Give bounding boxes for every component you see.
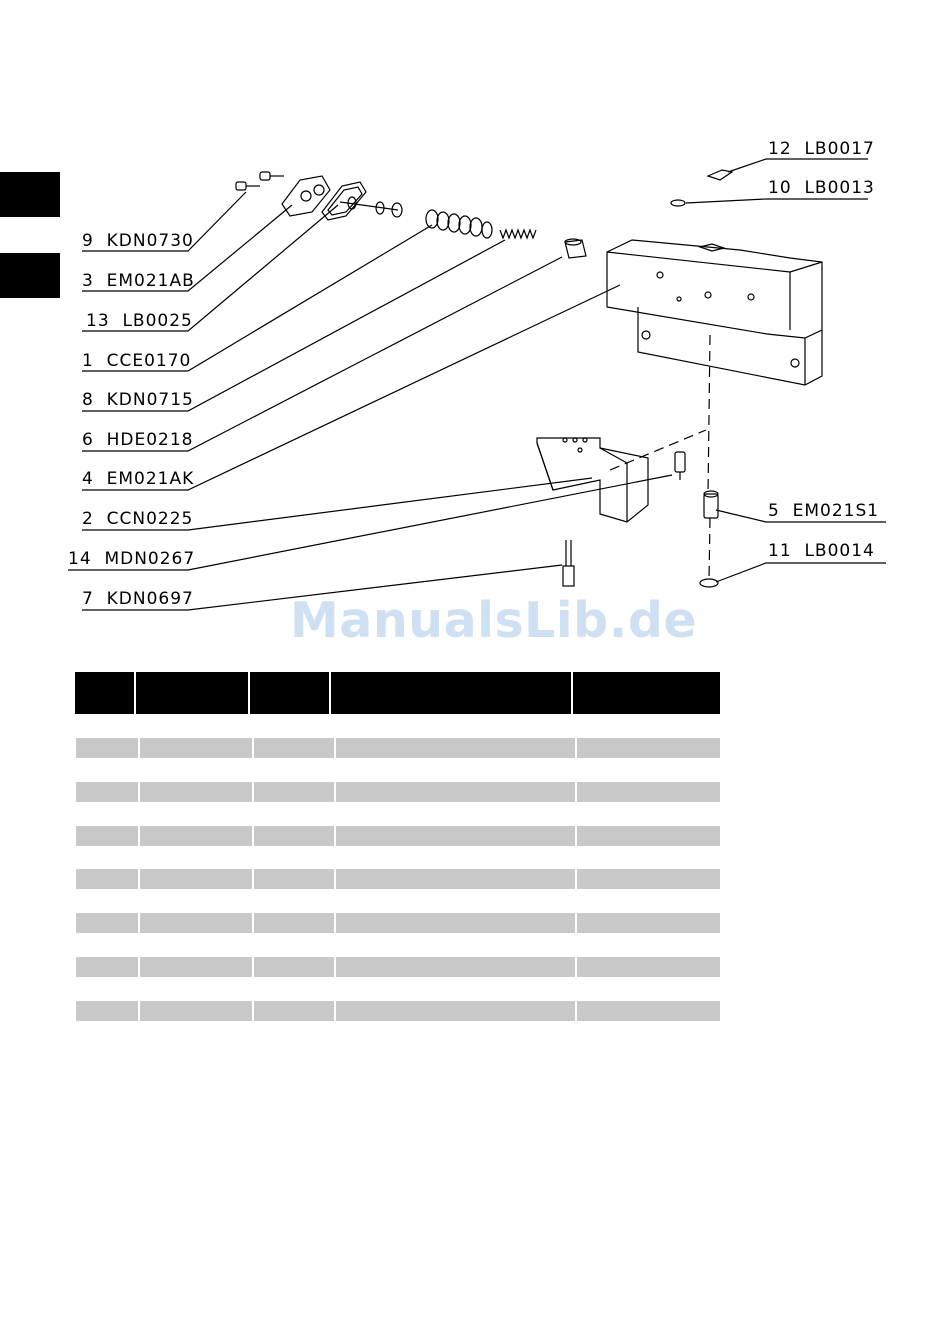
spring-part-6: [500, 230, 536, 238]
callout-lb0013: 10 LB0013: [768, 178, 875, 198]
callout-cce0170: 1 CCE0170: [82, 351, 192, 371]
table-cell: [577, 738, 720, 758]
table-cell: [140, 782, 252, 802]
table-cell: [254, 826, 334, 846]
table-cell: [336, 869, 575, 889]
table-cell: [577, 913, 720, 933]
table-cell: [336, 738, 575, 758]
table-cell: [140, 869, 252, 889]
table-cell: [254, 782, 334, 802]
table-cell: [254, 869, 334, 889]
table-header-cell: [331, 672, 571, 714]
table-header-cell: [136, 672, 248, 714]
seal-part-12: [708, 170, 732, 180]
main-housing-block: [607, 240, 822, 385]
table-cell: [577, 957, 720, 977]
table-cell: [140, 738, 252, 758]
table-cell: [76, 957, 138, 977]
table-cell: [336, 1001, 575, 1021]
nipple-part-14: [675, 452, 685, 480]
table-cell: [76, 869, 138, 889]
o-ring-part-10: [671, 200, 685, 206]
table-cell: [336, 782, 575, 802]
table-cell: [577, 1001, 720, 1021]
table-cell: [254, 1001, 334, 1021]
callout-kdn0697: 7 KDN0697: [82, 589, 194, 609]
table-cell: [76, 1001, 138, 1021]
table-cell: [140, 957, 252, 977]
table-cell: [140, 913, 252, 933]
table-cell: [336, 957, 575, 977]
screws-part-9: [236, 172, 284, 190]
sleeve-part-5: [704, 491, 718, 518]
table-cell: [577, 869, 720, 889]
callout-mdn0267: 14 MDN0267: [68, 549, 196, 569]
table-cell: [254, 913, 334, 933]
watermark: ManualsLib.de: [290, 592, 698, 649]
callout-lb0025: 13 LB0025: [86, 311, 193, 331]
piston-part-1: [340, 197, 402, 217]
cam-block-part-2: [537, 438, 648, 522]
table-cell: [76, 913, 138, 933]
assembly-center-lines: [610, 335, 710, 580]
bushing-part-4: [565, 239, 586, 258]
callout-kdn0730: 9 KDN0730: [82, 231, 194, 251]
table-cell: [336, 913, 575, 933]
table-cell: [76, 826, 138, 846]
table-cell: [140, 1001, 252, 1021]
callout-lb0017: 12 LB0017: [768, 139, 875, 159]
table-cell: [577, 782, 720, 802]
table-header-cell: [573, 672, 720, 714]
table-header-cell: [250, 672, 329, 714]
table-cell: [76, 738, 138, 758]
table-cell: [336, 826, 575, 846]
callout-em021ak: 4 EM021AK: [82, 469, 195, 489]
packing-part-8: [426, 210, 492, 238]
callout-em021ab: 3 EM021AB: [82, 271, 195, 291]
table-cell: [254, 957, 334, 977]
callout-hde0218: 6 HDE0218: [82, 430, 194, 450]
callout-lb0014: 11 LB0014: [768, 541, 875, 561]
table-cell: [76, 782, 138, 802]
table-cell: [577, 826, 720, 846]
table-cell: [254, 738, 334, 758]
callout-em021s1: 5 EM021S1: [768, 501, 880, 521]
callout-kdn0715: 8 KDN0715: [82, 390, 194, 410]
long-screw-part-7: [563, 540, 574, 586]
table-cell: [140, 826, 252, 846]
washer-part-11: [700, 579, 718, 587]
callout-ccn0225: 2 CCN0225: [82, 509, 194, 529]
table-header-cell: [75, 672, 134, 714]
